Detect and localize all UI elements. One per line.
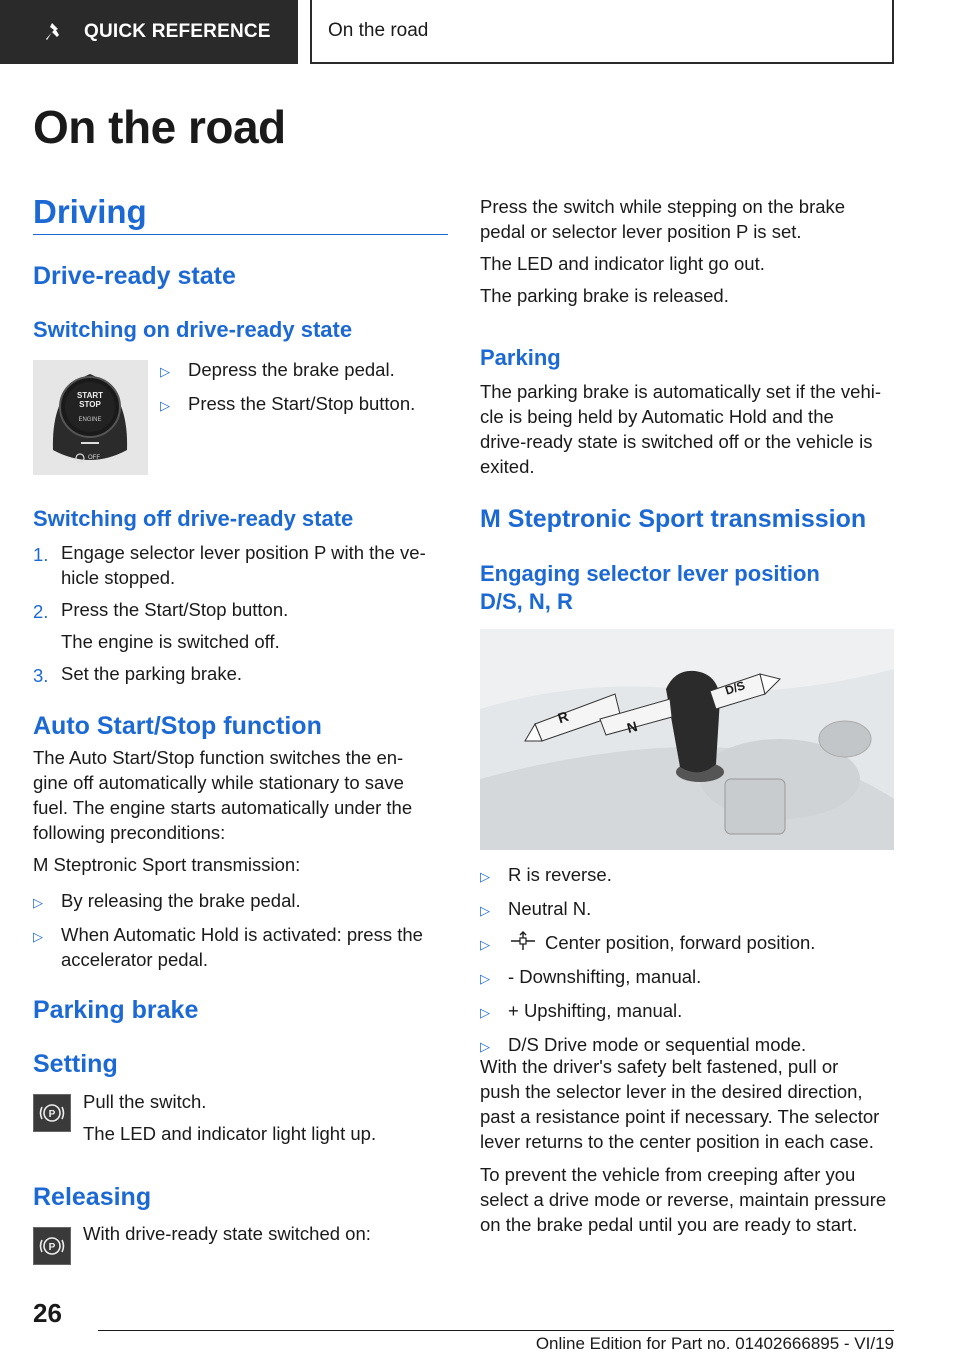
list-item: ▷ - Downshifting, manual.: [480, 964, 895, 991]
list-item: ▷ Center position, forward position.: [480, 930, 895, 957]
svg-text:P: P: [48, 1242, 56, 1253]
heading-m-steptronic: M Steptronic Sport transmission: [480, 505, 867, 533]
engine-label: ENGINE: [78, 417, 102, 423]
selector-lever-image: [480, 629, 894, 850]
auto-paragraph: The Auto Start/Stop function switches the en‐ gine off automatically while stationary to save fuel. The engine starts automatically under the following preconditions: M Steptronic Sport transmission:: [33, 747, 413, 875]
heading-driving: Driving: [33, 193, 147, 230]
bullet-triangle-icon: ▷: [480, 1005, 490, 1020]
bullet-triangle-icon: ▷: [480, 937, 490, 952]
heading-switch-off: Switching off drive-ready state: [33, 506, 354, 531]
bullet-triangle-icon: ▷: [33, 895, 43, 910]
bullet-triangle-icon: ▷: [480, 869, 490, 884]
parking-brake-icon: [33, 1227, 71, 1265]
list-item: ▷ Depress the brake pedal.: [160, 357, 450, 384]
list-item: ▷ R is reverse.: [480, 862, 895, 889]
svg-text:P: P: [48, 1109, 56, 1120]
heading-parking-brake: Parking brake: [33, 996, 199, 1024]
page-title: On the road: [33, 101, 286, 153]
belt-paragraph: With the driver's safety belt fastened, pull or push the selector lever in the desired direction, past a resistance point if necessary. The selector lever returns to the center position in each case.: [480, 1056, 880, 1152]
bullet-triangle-icon: ▷: [33, 929, 43, 944]
creep-paragraph: To prevent the vehicle from creeping after you select a drive mode or reverse, maintain pressure on the brake pedal until you are ready to start.: [480, 1164, 887, 1235]
bullet-triangle-icon: ▷: [160, 364, 170, 379]
list-item: ▷ D/S Drive mode or sequential mode.: [480, 1032, 895, 1059]
heading-engaging-selector: Engaging selector lever position D/S, N, R: [480, 561, 820, 614]
stop-label: STOP: [79, 400, 101, 409]
page-number: 26: [33, 1298, 62, 1328]
pushpin-icon: [44, 21, 66, 43]
photo-label-n: N: [625, 717, 640, 737]
heading-parking: Parking: [480, 345, 561, 370]
tab-label: QUICK REFERENCE: [84, 21, 271, 42]
heading-drive-ready: Drive-ready state: [33, 262, 236, 290]
setting-text: Pull the switch. The LED and indicator light light up.: [83, 1091, 377, 1144]
list-item: 1. Engage selector lever position P with the ve‐ hicle stopped.: [33, 542, 426, 588]
list-item: ▷ + Upshifting, manual.: [480, 998, 895, 1025]
heading-releasing: Releasing: [33, 1183, 152, 1211]
photo-label-r: R: [555, 707, 571, 727]
breadcrumb[interactable]: [310, 0, 894, 64]
list-item: 2. Press the Start/Stop button. The engine is switched off.: [33, 599, 289, 652]
heading-auto-start-stop: Auto Start/Stop function: [33, 712, 322, 740]
press-switch-paragraph: Press the switch while stepping on the brake pedal or selector lever position P is set. The LED and indicator light go out. The parking brake is released.: [480, 196, 846, 306]
footer-divider: [98, 1330, 894, 1331]
bullet-triangle-icon: ▷: [480, 903, 490, 918]
section-divider: [33, 234, 448, 235]
releasing-text: With drive-ready state switched on:: [83, 1223, 371, 1244]
list-item: ▷ By releasing the brake pedal.: [33, 888, 448, 915]
bullet-triangle-icon: ▷: [480, 1039, 490, 1054]
start-stop-button-image: [33, 360, 148, 475]
off-label: OFF: [88, 455, 100, 461]
list-item: ▷ Press the Start/Stop button.: [160, 391, 450, 418]
photo-label-ds: D/S: [723, 678, 747, 698]
start-label: START: [76, 391, 104, 400]
quick-reference-tab[interactable]: [0, 0, 298, 64]
list-item: 3. Set the parking brake.: [33, 663, 242, 686]
breadcrumb-label: On the road: [328, 20, 429, 41]
edition-note: Online Edition for Part no. 01402666895 - VI/19: [535, 1334, 894, 1353]
center-position-icon: [508, 930, 538, 952]
heading-switch-on: Switching on drive-ready state: [33, 317, 353, 342]
bullet-triangle-icon: ▷: [480, 971, 490, 986]
heading-setting: Setting: [33, 1050, 118, 1078]
bullet-triangle-icon: ▷: [160, 398, 170, 413]
list-item: ▷ When Automatic Hold is activated: press the accelerator pedal.: [33, 924, 423, 970]
parking-brake-icon: [33, 1094, 71, 1132]
list-item: ▷ Neutral N.: [480, 896, 895, 923]
parking-paragraph: The parking brake is automatically set if the vehi‐ cle is being held by Automatic Hold and the drive-ready state is switched off or the vehicle is exited.: [480, 381, 882, 477]
